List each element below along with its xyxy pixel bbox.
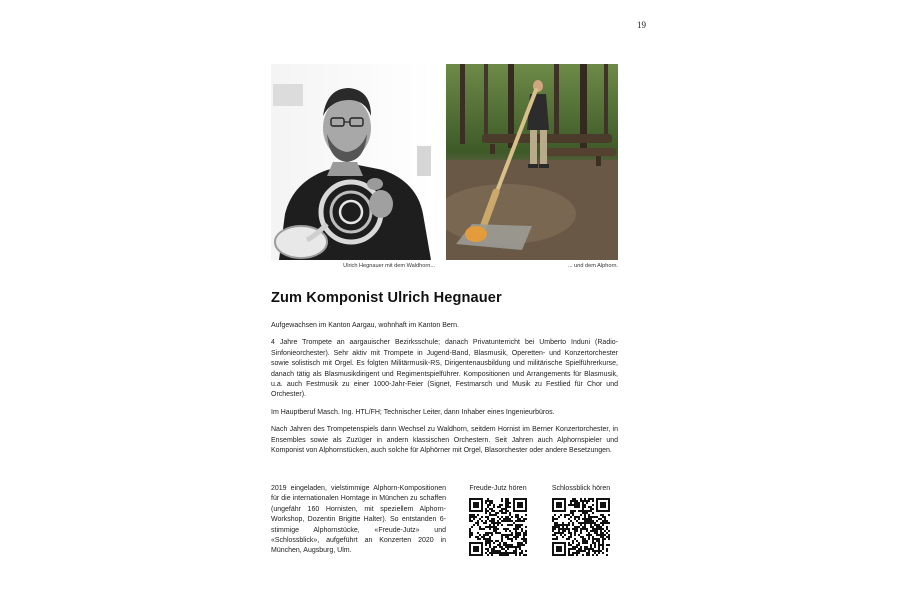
qr-code-icon[interactable] [469, 498, 527, 556]
article-paragraph: Nach Jahren des Trompetenspiels dann Wechsel zu Waldhorn, seitdem Hornist im Berner Konzertorchester, in Ensembles sowie als Zuzüger in andern klassischen Orchestern. Seit Jahren auch Alphornspieler und Komponist von Alphornstücken, auch solche für Alphörner mit Orgel, Blasorchester oder andere Besetzungen. [271, 426, 618, 455]
qr-freude-jutz[interactable] [462, 484, 534, 556]
article-title: Zum Komponist Ulrich Hegnauer [271, 290, 502, 306]
qr-code-icon[interactable] [552, 498, 610, 556]
article-body [271, 321, 618, 463]
page-number: 19 [637, 20, 646, 30]
article-paragraph: Aufgewachsen im Kanton Aargau, wohnhaft im Kanton Bern. [271, 322, 459, 329]
photo-alphorn [446, 64, 618, 260]
photo-caption-right: ... und dem Alphorn. [567, 263, 618, 269]
qr-label-schlossblick: Schlossblick hören [551, 485, 611, 492]
qr-label-freude-jutz: Freude-Jutz hören [469, 485, 527, 492]
article-paragraph: 4 Jahre Trompete an aargauischer Bezirksschule; danach Privatunterricht bei Umberto Induni (Radio-Sinfonieorchester). Sehr aktiv mit Trompete in Jugend-Band, Blasmusik, Operetten- und Konzertorchester sowie solistisch mit Orgel. Es folgten Militärmusik-RS, Dirigentenausbildung und militärische Spielführerkurse, danach tätig als Blasmusikdirigent und Regimentspielführer. Kompositionen und Arrangements für Blasmusik, u.a. auch Festmusik zu einer 1000-Jahr-Feier (Signet, Festmarsch und Musik zu Festlied für Chor und Orchester). [271, 339, 618, 399]
photo-waldhorn [271, 64, 435, 260]
horn-player-image [271, 64, 435, 260]
article-paragraph: Im Hauptberuf Masch. Ing. HTL/FH; Technischer Leiter, dann Inhaber eines Ingenieurbüros. [271, 408, 555, 416]
closing-paragraph: 2019 eingeladen, vielstimmige Alphorn-Kompositionen für die internationalen Horntage in München zu schaffen (ungefähr 160 Hornisten, mit speziellem Alphorn-Workshop, Dozentin Brigitte Halter). So entstanden 6-stimmige Alphornstücke, «Freude-Jutz» und «Schlossblick», aufgeführt an Konzerten 2020 in München, Augsburg, Ulm. [271, 485, 446, 555]
photo-caption-left: Ulrich Hegnauer mit dem Waldhorn... [343, 263, 435, 269]
qr-schlossblick[interactable] [545, 484, 617, 556]
alphorn-player-image [446, 64, 618, 260]
